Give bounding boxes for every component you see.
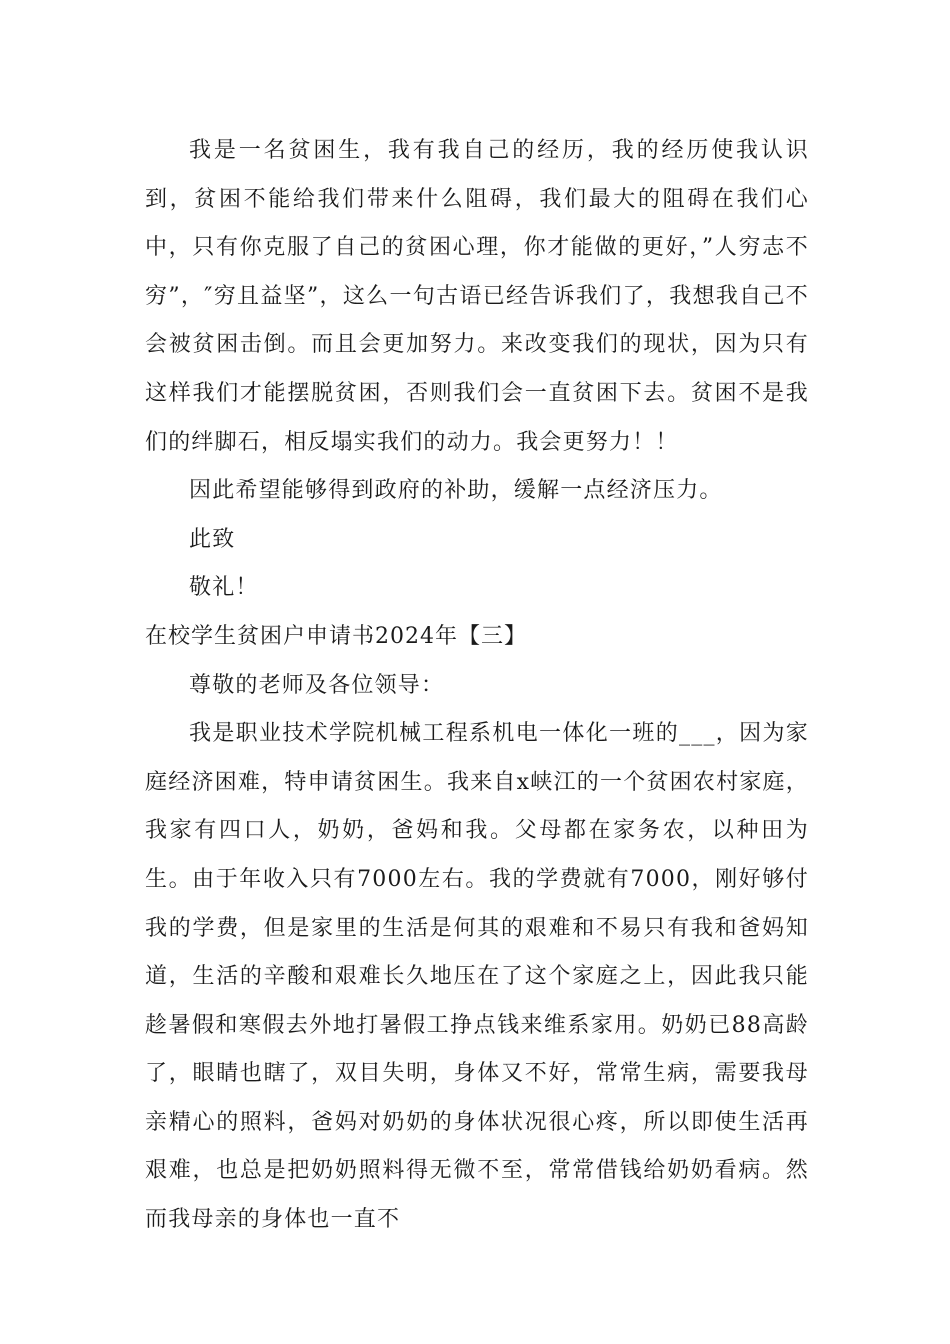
paragraph-body: 我是职业技术学院机械工程系机电一体化一班的___，因为家庭经济困难，特申请贫困生。我来自x峡江的一个贫困农村家庭，我家有四口人，奶奶，爸妈和我。父母都在家务农，以种田为生。由于年收入只有7000左右。我的学费就有7000，刚好够付我的学费，但是家里的生活是何其的艰难和不易只有我和爸妈知道，生活的辛酸和艰难长久地压在了这个家庭之上，因此我只能趁暑假和寒假去外地打暑假工挣点钱来维系家用。奶奶已88高龄了，眼睛也瞎了，双目失明，身体又不好，常常生病，需要我母亲精心的照料，爸妈对奶奶的身体状况很心疼，所以即使生活再艰难，也总是把奶奶照料得无微不至，常常借钱给奶奶看病。然而我母亲的身体也一直不	[145, 721, 809, 1233]
section-title: 在校学生贫困户申请书2024年【三】	[145, 623, 527, 649]
paragraph-poverty-experience: 我是一名贫困生，我有我自己的经历，我的经历使我认识到，贫困不能给我们带来什么阻碍，我们最大的阻碍在我们心中，只有你克服了自己的贫困心理，你才能做的更好，”人穷志不穷”，″穷且益坚”，这么一句古语已经告诉我们了，我想我自己不会被贫困击倒。而且会更加努力。来改变我们的现状，因为只有这样我们才能摆脱贫困，否则我们会一直贫困下去。贫困不是我们的绊脚石，相反塌实我们的动力。我会更努力！！	[145, 138, 809, 455]
closing-jingli: 敬礼！	[189, 575, 259, 601]
document-page	[145, 127, 809, 1245]
paragraph-subsidy-request: 因此希望能够得到政府的补助，缓解一点经济压力。	[189, 478, 723, 504]
closing-cizhi: 此致	[189, 526, 236, 552]
salutation: 尊敬的老师及各位领导：	[189, 672, 445, 698]
